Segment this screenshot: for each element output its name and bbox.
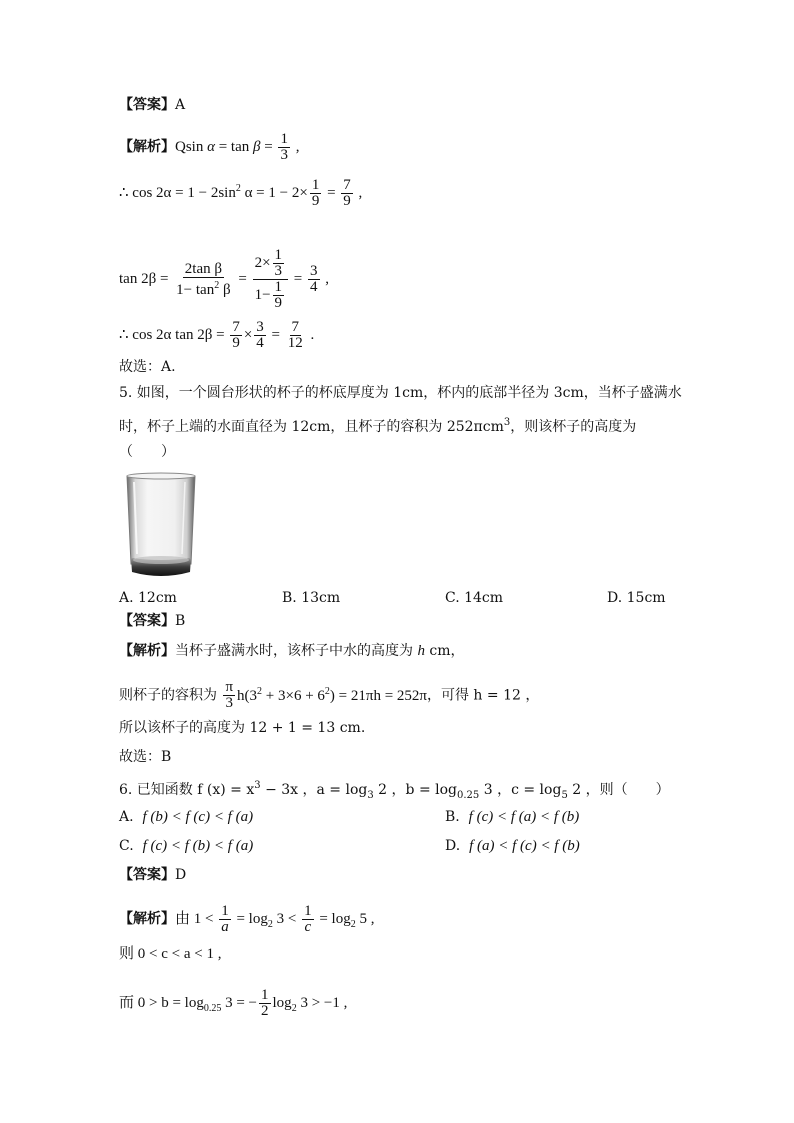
q5-stem-line2: 时，杯子上端的水面直径为 12cm，且杯子的容积为 252πcm$^3$，则该杯子的高度为: [119, 417, 637, 435]
q5-option-d: D. 15cm: [607, 590, 666, 606]
glass-cup-image: [124, 472, 198, 580]
q6-option-d: D. f (a) < f (c) < f (b): [445, 838, 580, 854]
q6-analysis-line2: 则 0 < c < a < 1 ,: [119, 946, 222, 962]
q6-option-a: A. f (b) < f (c) < f (a): [119, 809, 254, 825]
q6-answer-line: 【答案】D: [119, 867, 187, 883]
q6-option-b: B. f (c) < f (a) < f (b): [445, 809, 580, 825]
q5-stem-line1: 5. 如图，一个圆台形状的杯子的杯底厚度为 1cm，杯内的底部半径为 3cm，当杯子盛满水: [119, 385, 682, 401]
q4-answer-line: [119, 96, 185, 114]
q6-stem: 6. 已知函数 f $(x) = x^3 - 3x$ ，$a = \log_3 2$ ，$b = \log_{0.25} 3$ ，$c = \log_5 2$ ，则（ ）: [119, 780, 670, 801]
q6-analysis-line3: 而 $0 > b = \log_{0.25} 3$ = − $\frac{1}{2}$ $\log_2 3 > -1$ ,: [119, 987, 348, 1019]
answer-value: A: [175, 97, 186, 113]
q6-analysis-line1: 【解析】由 1 < $\frac{1}{a}$ = $\log_2 3$ < $\frac{1}{c}$ = $\log_2 5$ ,: [119, 903, 375, 935]
fraction: $\frac{1}{3}$: [280, 131, 288, 163]
q4-step3: ∴ cos 2α tan 2β = $\frac{7}{9}$ × $\frac{3}{4}$ = $\frac{7}{12}$ .: [119, 319, 315, 351]
q4-step1: ∴ $\cos 2\alpha = 1 - 2\sin^2$ α = 1 − 2× $\frac{1}{9}$ = $\frac{7}{9}$ ,: [119, 177, 363, 209]
q5-option-c: C. 14cm: [445, 590, 504, 606]
q4-choose: 故选：A.: [119, 359, 176, 375]
q5-answer-line: 【答案】B: [119, 613, 186, 629]
q5-choose: 故选：B: [119, 749, 172, 765]
q5-analysis-line1: 【解析】当杯子盛满水时，该杯子中水的高度为 h cm，: [119, 643, 465, 659]
q5-analysis-line2: 则杯子的容积为 $\frac{\pi}{3}$ $h(3^2 + 3\times 6 + 6^2) = 21\pi h = 252\pi$，可得 h = 12 ，: [119, 679, 540, 711]
q4-analysis-given: 【解析】Qsin α = tan β = $\frac{1}{3}$ ,: [119, 131, 300, 163]
q5-option-b: B. 13cm: [282, 590, 341, 606]
answer-tag: 【答案】: [119, 97, 175, 113]
q5-option-a: A. 12cm: [119, 590, 177, 606]
q5-blank: （ ）: [119, 444, 175, 460]
q6-option-c: C. f (c) < f (b) < f (a): [119, 838, 254, 854]
q4-step2: tan 2β = $\frac{\text{2tan β}}{1- \tan^2 \beta}$ = 2× $\frac{1}{3}$ 1− $\frac{1}{9}$ = $\frac{3}{4}$ ,: [119, 247, 330, 311]
q5-analysis-line3: 所以该杯子的高度为 12 + 1 = 13 cm.: [119, 720, 366, 736]
analysis-tag: 【解析】: [119, 138, 175, 155]
